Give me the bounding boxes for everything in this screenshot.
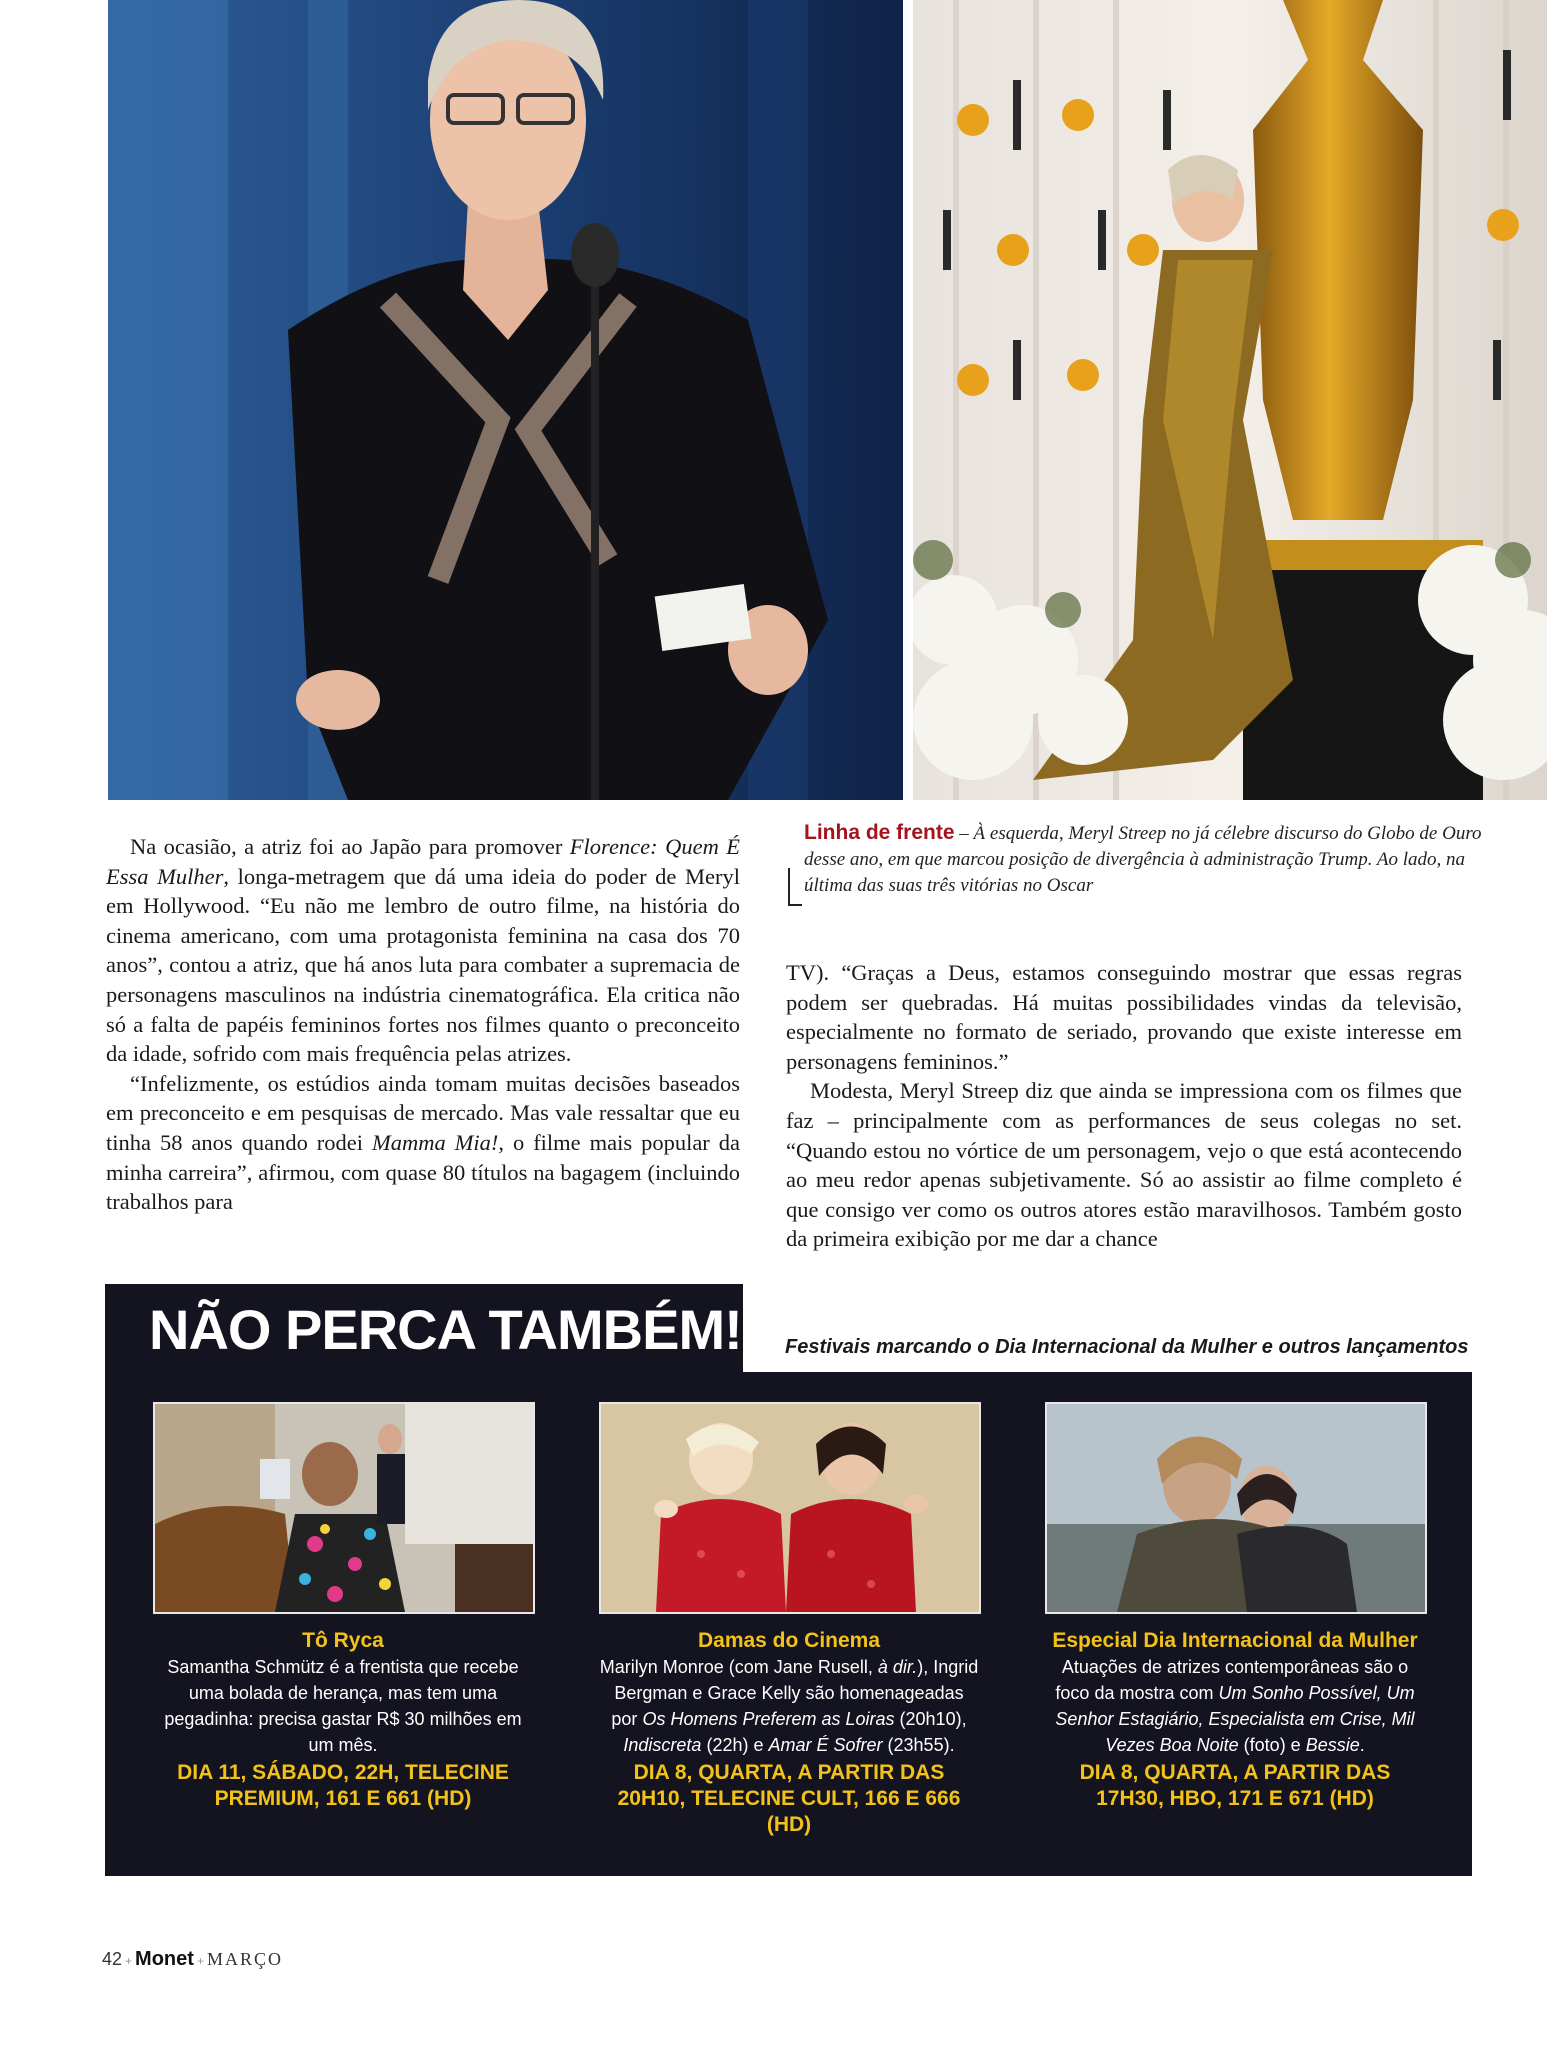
item-title: Especial Dia Internacional da Mulher bbox=[1052, 1629, 1418, 1652]
article-paragraph: TV). “Graças a Deus, estamos conseguindo mostrar que essas regras podem ser quebradas. Há muitas possibilidades vindas da televisão, especialmente no formato de seriado, provando que existe interesse em personagens femininos.” bbox=[786, 960, 1462, 1074]
item-title: Tô Ryca bbox=[302, 1629, 384, 1652]
damas-do-cinema-thumbnail bbox=[599, 1402, 981, 1614]
page-footer bbox=[102, 1948, 283, 1971]
item-description: Atuações de atrizes contemporâneas são o foco da mostra com Um Sonho Possível, Um Senhor Estagiário, Especialista em Crise, Mil Vezes Boa Noite (foto) e Bessie. bbox=[1055, 1657, 1415, 1755]
oscar-statue-photo bbox=[913, 0, 1547, 800]
photo-caption bbox=[804, 820, 1494, 899]
speech-photo bbox=[108, 0, 903, 800]
magazine-name: Monet bbox=[135, 1948, 194, 1970]
footer-separator: + bbox=[125, 1954, 133, 1968]
page-number: 42 bbox=[102, 1949, 123, 1969]
article-paragraph: Modesta, Meryl Streep diz que ainda se impressiona com os filmes que faz – principalmente com as performances de seus colegas no set. “Quando estou no vórtice de um personagem, vejo o que está acontecendo ao meu redor apenas subjetivamente. Só ao assistir ao filme completo é que consigo ver como os outros atores estão maravilhosos. Também gosto da primeira exibição por me dar a chance bbox=[786, 1078, 1462, 1252]
caption-text: À esquerda, Meryl Streep no já célebre discurso do Globo de Ouro desse ano, em que marcou posição de divergência à administração Trump. Ao lado, na última das suas três vitórias no Oscar bbox=[804, 823, 1482, 896]
caption-bracket bbox=[788, 868, 802, 906]
item-schedule: DIA 8, QUARTA, A PARTIR DAS 17H30, HBO, 171 E 671 (HD) bbox=[1079, 1761, 1391, 1810]
caption-dash: – bbox=[954, 823, 974, 844]
to-ryca-thumbnail bbox=[153, 1402, 535, 1614]
footer-separator: + bbox=[196, 1954, 204, 1968]
film-title: Florence: Quem É Essa Mulher bbox=[106, 834, 740, 889]
nao-perca-title: NÃO PERCA TAMBÉM! bbox=[149, 1298, 742, 1361]
oscar-statue-photo-illustration bbox=[913, 0, 1547, 800]
item-description: Marilyn Monroe (com Jane Rusell, à dir.), Ingrid Bergman e Grace Kelly são homenageadas por Os Homens Preferem as Loiras (20h10), Indiscreta (22h) e Amar É Sofrer (23h55). bbox=[599, 1657, 979, 1755]
film-title: Mamma Mia! bbox=[371, 1129, 499, 1155]
nao-perca-box bbox=[105, 1284, 1472, 1876]
caption-title: Linha de frente bbox=[804, 821, 955, 844]
article-paragraph: “Infelizmente, os estúdios ainda tomam muitas decisões baseados em preconceito e em pesquisas de mercado. Mas vale ressaltar que eu tinha 58 anos quando rodei Mamma Mia!, o filme mais popular da minha carreira”, afirmou, com quase 80 títulos na bagagem (incluindo trabalhos para bbox=[106, 1070, 740, 1215]
item-description: Samantha Schmütz é a frentista que recebe uma bolada de herança, mas tem uma pegadinha: precisa gastar R$ 30 milhões em um mês. bbox=[164, 1657, 522, 1755]
item-schedule: DIA 8, QUARTA, A PARTIR DAS 20H10, TELECINE CULT, 166 E 666 (HD) bbox=[617, 1761, 961, 1836]
item-schedule: DIA 11, SÁBADO, 22H, TELECINE PREMIUM, 161 E 661 (HD) bbox=[177, 1761, 509, 1810]
highlight-item bbox=[1045, 1402, 1425, 1812]
nao-perca-subtitle: Festivais marcando o Dia Internacional da Mulher e outros lançamentos bbox=[785, 1336, 1469, 1358]
article-paragraph: Na ocasião, a atriz foi ao Japão para promover Florence: Quem É Essa Mulher, longa-metragem que dá uma ideia do poder de Meryl em Hollywood. “Eu não me lembro de outro filme, na história do cinema americano, com uma protagonista feminina na casa dos 70 anos”, contou a atriz, que há anos luta para combater a supremacia de personagens masculinos na indústria cinematográfica. Ela critica não só a falta de papéis femininos fortes nos filmes quanto o preconceito da idade, sofrido com mais frequência pelas atrizes. bbox=[106, 834, 741, 1067]
item-title: Damas do Cinema bbox=[697, 1629, 881, 1652]
article-column-left bbox=[106, 832, 740, 1217]
highlight-item bbox=[153, 1402, 533, 1812]
speech-photo-illustration bbox=[108, 0, 903, 800]
article-column-right bbox=[786, 958, 1462, 1254]
especial-dia-da-mulher-thumbnail bbox=[1045, 1402, 1427, 1614]
highlight-item bbox=[599, 1402, 979, 1838]
issue-month: MARÇO bbox=[206, 1949, 283, 1969]
